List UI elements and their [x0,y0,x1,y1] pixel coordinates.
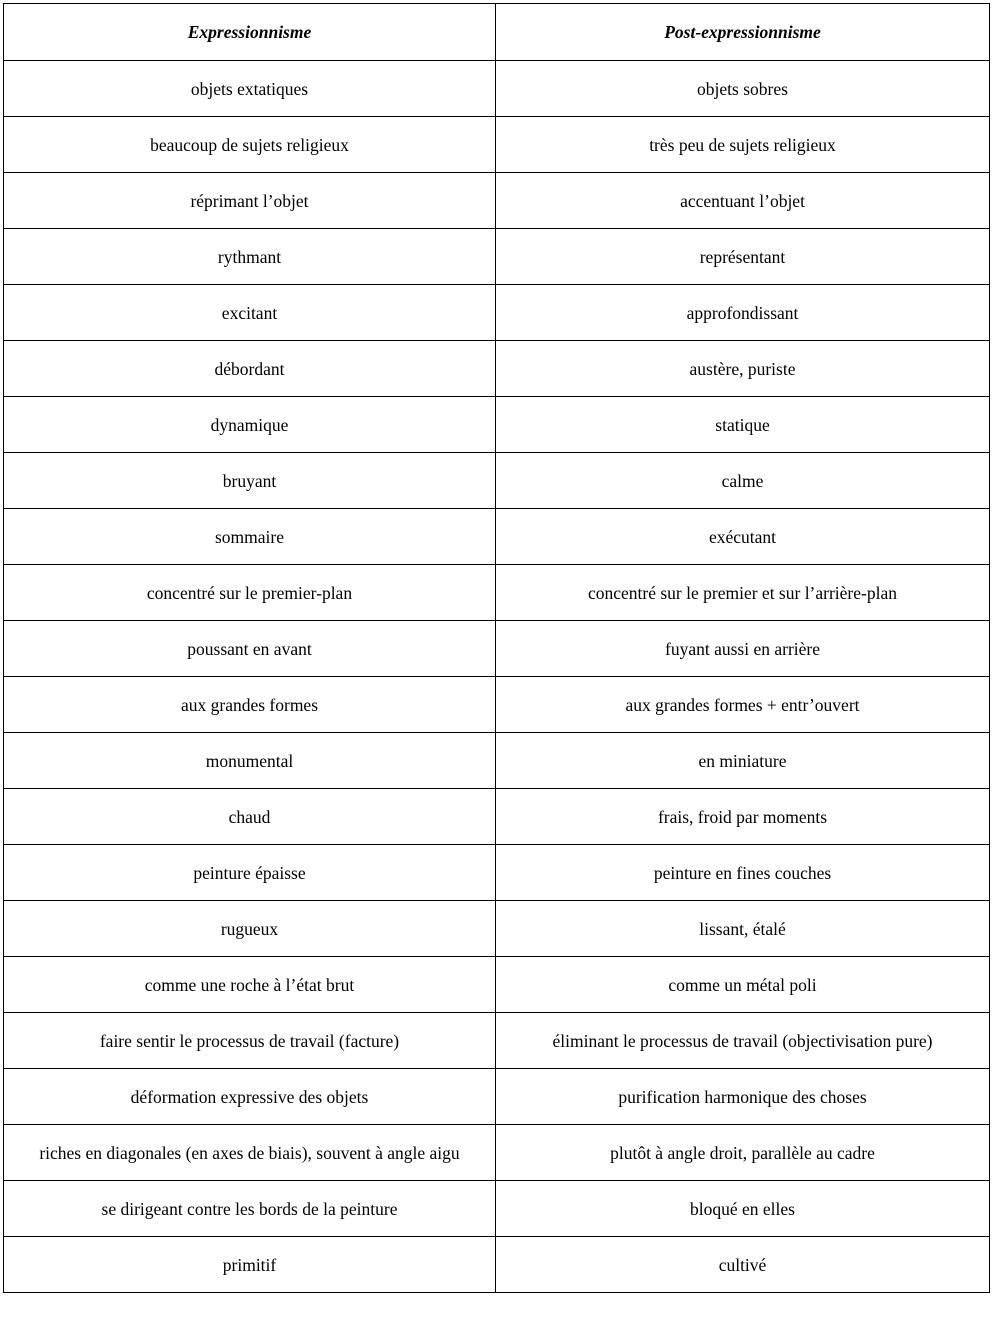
table-cell: bruyant [4,453,496,509]
table-row [4,845,990,901]
table-row [4,621,990,677]
table-cell: sommaire [4,509,496,565]
table-row [4,61,990,117]
table-cell: rugueux [4,901,496,957]
table-cell: objets sobres [496,61,990,117]
table-row [4,1237,990,1293]
table-cell: objets extatiques [4,61,496,117]
table-header [4,4,990,61]
table-row [4,453,990,509]
table-cell: représentant [496,229,990,285]
table-cell: aux grandes formes [4,677,496,733]
table-row [4,341,990,397]
table-cell: beaucoup de sujets religieux [4,117,496,173]
comparison-table-container [3,3,989,1293]
table-cell: plutôt à angle droit, parallèle au cadre [496,1125,990,1181]
table-cell: poussant en avant [4,621,496,677]
table-row [4,789,990,845]
table-cell: concentré sur le premier-plan [4,565,496,621]
table-row [4,1069,990,1125]
table-cell: monumental [4,733,496,789]
table-row [4,733,990,789]
table-cell: fuyant aussi en arrière [496,621,990,677]
table-cell: comme un métal poli [496,957,990,1013]
table-cell: bloqué en elles [496,1181,990,1237]
comparison-table [3,3,990,1293]
table-cell: accentuant l’objet [496,173,990,229]
table-row [4,285,990,341]
table-cell: statique [496,397,990,453]
table-cell: calme [496,453,990,509]
table-cell: cultivé [496,1237,990,1293]
table-cell: se dirigeant contre les bords de la peinture [4,1181,496,1237]
table-row [4,229,990,285]
table-cell: comme une roche à l’état brut [4,957,496,1013]
table-body [4,61,990,1293]
table-cell: lissant, étalé [496,901,990,957]
table-cell: aux grandes formes + entr’ouvert [496,677,990,733]
table-cell: riches en diagonales (en axes de biais), souvent à angle aigu [4,1125,496,1181]
header-row [4,4,990,61]
table-cell: concentré sur le premier et sur l’arrière-plan [496,565,990,621]
table-row [4,1125,990,1181]
table-row [4,957,990,1013]
column-header-expressionnisme: Expressionnisme [4,4,496,61]
table-cell: purification harmonique des choses [496,1069,990,1125]
table-cell: frais, froid par moments [496,789,990,845]
column-header-post-expressionnisme: Post-expressionnisme [496,4,990,61]
table-row [4,677,990,733]
table-row [4,117,990,173]
table-row [4,1013,990,1069]
table-cell: très peu de sujets religieux [496,117,990,173]
table-cell: en miniature [496,733,990,789]
table-cell: exécutant [496,509,990,565]
table-cell: primitif [4,1237,496,1293]
table-row [4,901,990,957]
table-cell: éliminant le processus de travail (objectivisation pure) [496,1013,990,1069]
table-cell: dynamique [4,397,496,453]
table-cell: faire sentir le processus de travail (facture) [4,1013,496,1069]
table-row [4,1181,990,1237]
table-row [4,173,990,229]
table-cell: rythmant [4,229,496,285]
table-cell: peinture en fines couches [496,845,990,901]
table-cell: austère, puriste [496,341,990,397]
table-cell: peinture épaisse [4,845,496,901]
table-row [4,509,990,565]
table-cell: chaud [4,789,496,845]
table-cell: débordant [4,341,496,397]
table-cell: excitant [4,285,496,341]
table-row [4,397,990,453]
table-cell: déformation expressive des objets [4,1069,496,1125]
table-cell: réprimant l’objet [4,173,496,229]
table-row [4,565,990,621]
table-cell: approfondissant [496,285,990,341]
